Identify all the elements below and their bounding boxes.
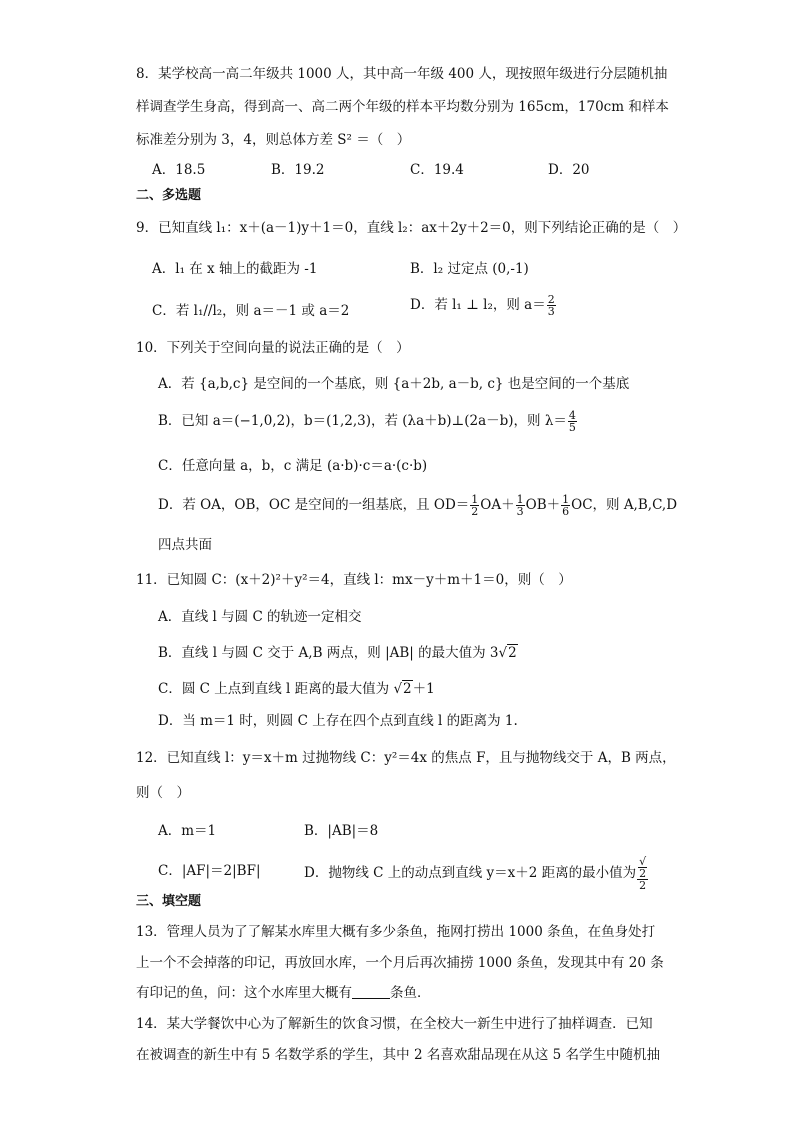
q13-line3-text: 条鱼．: [390, 985, 431, 1001]
q10-option-a: A．若 {a,b,c} 是空间的一个基底，则 {a＋2b, a－b, c} 也是空间的一个基底: [158, 376, 630, 392]
q9-option-d-text: D．若 l₁ ⊥ l₂，则 a＝: [410, 297, 546, 313]
frac-numerator: 1: [516, 493, 524, 506]
q10-option-d-text: OC，则 A,B,C,D: [571, 497, 678, 513]
q8-option-a: A．18.5: [152, 162, 206, 178]
frac-numerator: 2: [547, 293, 555, 306]
q13-line1: 13．管理人员为了了解某水库里大概有多少条鱼，拖网打捞出 1000 条鱼，在鱼身处打: [136, 924, 656, 940]
section-heading-multi: 二、多选题: [136, 188, 202, 203]
q11-option-c: [158, 679, 435, 699]
fraction-one-third: [516, 494, 525, 517]
q11-option-b: [158, 643, 518, 663]
q8-line1: 8．某学校高一高二年级共 1000 人，其中高一年级 400 人，现按照年级进行分层随机抽: [136, 66, 668, 82]
sqrt-radicand: 2: [639, 867, 647, 880]
q12-stem: 12．已知直线 l：y＝x＋m 过抛物线 C：y²＝4x 的焦点 F，且与抛物线交于 A，B 两点，: [136, 750, 676, 766]
q11-option-a: A．直线 l 与圆 C 的轨迹一定相交: [158, 609, 362, 625]
fraction-one-sixth: [561, 494, 570, 517]
q9-option-c: C．若 l₁//l₂，则 a＝－1 或 a＝2: [152, 303, 350, 319]
q10-option-b: [158, 410, 578, 433]
q9-stem: 9．已知直线 l₁：x＋(a－1)y＋1＝0，直线 l₂：ax＋2y＋2＝0，则下列结论正确的是（ ）: [136, 220, 687, 236]
q10-option-d-text: OB＋: [525, 497, 561, 513]
q11-option-b-text: B．直线 l 与圆 C 交于 A,B 两点，则 |AB| 的最大值为 3: [158, 645, 499, 661]
q10-option-c: C．任意向量 a，b，c 满足 (a·b)·c＝a·(c·b): [158, 458, 428, 474]
frac-numerator: 4: [568, 409, 576, 422]
q11-option-d: D．当 m＝1 时，则圆 C 上存在四个点到直线 l 的距离为 1.: [158, 713, 518, 729]
sqrt-symbol: √: [393, 681, 403, 697]
q12-option-b: B．|AB|＝8: [304, 823, 379, 839]
frac-numerator: [637, 856, 648, 880]
q8-option-d: D．20: [548, 162, 590, 178]
sqrt-symbol: √: [498, 645, 508, 661]
q12-option-a: A．m＝1: [158, 823, 217, 839]
q12-option-d: [304, 856, 649, 891]
q14-line2: 在被调查的新生中有 5 名数学系的学生，其中 2 名喜欢甜品现在从这 5 名学生中随机抽: [136, 1047, 661, 1063]
q12-option-d-fraction: [637, 856, 648, 891]
answer-blank: [352, 984, 390, 999]
frac-denominator: 2: [471, 505, 479, 518]
frac-numerator: 1: [471, 493, 479, 506]
q13-line3-text: 有印记的鱼，问：这个水库里大概有: [136, 985, 352, 1001]
q10-option-d-text: OA＋: [480, 497, 515, 513]
q8-option-c: C．19.4: [410, 162, 464, 178]
q10-option-d: [158, 494, 677, 517]
q11-option-c-text: C．圆 C 上点到直线 l 距离的最大值为: [158, 681, 394, 697]
q10-option-d-text: D．若 OA，OB，OC 是空间的一组基底，且 OD＝: [158, 497, 470, 513]
q9-option-b: B．l₂ 过定点 (0,-1): [410, 261, 529, 277]
frac-denominator: 3: [516, 505, 524, 518]
q12-option-d-text: D．抛物线 C 上的动点到直线 y＝x＋2 距离的最小值为: [304, 865, 637, 881]
q8-line2: 样调查学生身高，得到高一、高二两个年级的样本平均数分别为 165cm，170cm 和样本: [136, 99, 669, 115]
q12-option-c: C．|AF|＝2|BF|: [158, 863, 261, 879]
frac-numerator: 1: [562, 493, 570, 506]
q8-line3: 标准差分别为 3，4，则总体方差 S² ＝（ ）: [136, 132, 411, 148]
q10-option-b-fraction: [568, 410, 577, 433]
sqrt-radicand: 2: [508, 645, 517, 661]
q9-option-d-fraction: [547, 294, 556, 317]
q8-option-b: B．19.2: [271, 162, 325, 178]
q10-option-d-continued: 四点共面: [158, 537, 212, 553]
frac-denominator: 5: [568, 421, 576, 434]
sqrt-symbol: √: [639, 855, 647, 868]
q10-option-b-text: B．已知 a＝(−1,0,2)，b＝(1,2,3)，若 (λa＋b)⊥(2a－b)，则 λ＝: [158, 413, 567, 429]
frac-denominator: 2: [639, 879, 647, 892]
q10-stem: 10．下列关于空间向量的说法正确的是（ ）: [136, 340, 410, 356]
q11-stem: 11．已知圆 C：(x＋2)²＋y²＝4，直线 l：mx－y＋m＋1＝0，则（ ）: [136, 572, 572, 588]
q14-line1: 14．某大学餐饮中心为了解新生的饮食习惯，在全校大一新生中进行了抽样调查．已知: [136, 1016, 653, 1032]
section-heading-fill: 三、填空题: [136, 894, 202, 909]
sqrt-radicand: 2: [403, 681, 412, 697]
fraction-one-half: [470, 494, 479, 517]
q13-line3: [136, 983, 431, 1003]
frac-denominator: 3: [547, 305, 555, 318]
frac-denominator: 6: [562, 505, 570, 518]
q11-option-c-text: ＋1: [412, 681, 435, 697]
q9-option-d: [410, 294, 557, 317]
q12-stem-continued: 则（ ）: [136, 785, 190, 801]
q13-line2: 上一个不会掉落的印记，再放回水库，一个月后再次捕捞 1000 条鱼，发现其中有 20 条: [136, 955, 664, 971]
q9-option-a: A．l₁ 在 x 轴上的截距为 -1: [152, 261, 318, 277]
